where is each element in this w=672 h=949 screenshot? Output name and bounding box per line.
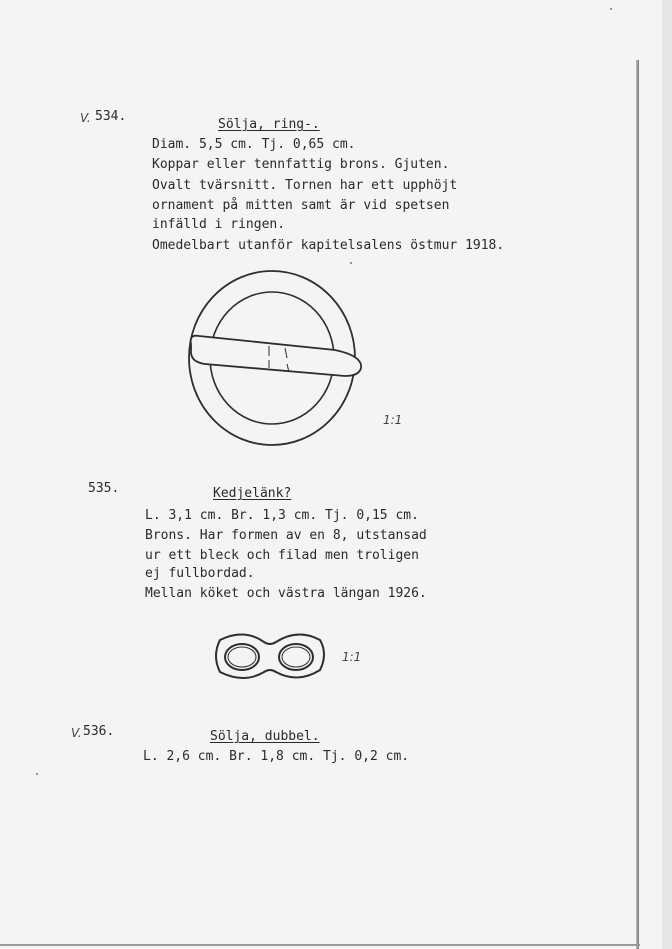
page-edge-shadow [636,60,639,949]
scan-speck [36,773,38,775]
entry-title: Kedjelänk? [213,486,292,501]
entry-line: Ovalt tvärsnitt. Tornen har ett upphöjt [152,178,458,193]
entry-title: Sölja, ring-. [218,117,320,132]
page-bottom-edge [0,944,640,946]
entry-line: ornament på mitten samt är vid spetsen [152,198,450,213]
entry-line: Diam. 5,5 cm. Tj. 0,65 cm. [152,137,356,152]
entry-line: Omedelbart utanför kapitelsalens östmur 1918. [152,238,505,253]
entry-prefix: V. [80,111,91,125]
entry-line: L. 2,6 cm. Br. 1,8 cm. Tj. 0,2 cm. [143,749,410,764]
entry-title: Sölja, dubbel. [210,729,320,744]
chain-link-drawing [214,630,328,684]
entry-line: infälld i ringen. [152,217,286,232]
entry-number: 536. [83,724,115,739]
scan-margin [662,0,672,949]
entry-line: ur ett bleck och filad men troligen [145,548,419,563]
entry-number: 535. [88,481,120,496]
drawing-scale: 1:1 [383,413,403,427]
entry-number: 534. [95,109,127,124]
entry-line: Mellan köket och västra längan 1926. [145,586,427,601]
scan-speck [610,8,612,10]
drawing-scale: 1:1 [342,650,362,664]
entry-line: L. 3,1 cm. Br. 1,3 cm. Tj. 0,15 cm. [145,508,419,523]
ring-buckle-drawing [185,264,375,454]
entry-line: ej fullbordad. [145,566,255,581]
entry-prefix: V. [71,726,82,740]
entry-line: Koppar eller tennfattig brons. Gjuten. [152,157,450,172]
entry-line: Brons. Har formen av en 8, utstansad [145,528,427,543]
scan-speck [350,262,352,264]
